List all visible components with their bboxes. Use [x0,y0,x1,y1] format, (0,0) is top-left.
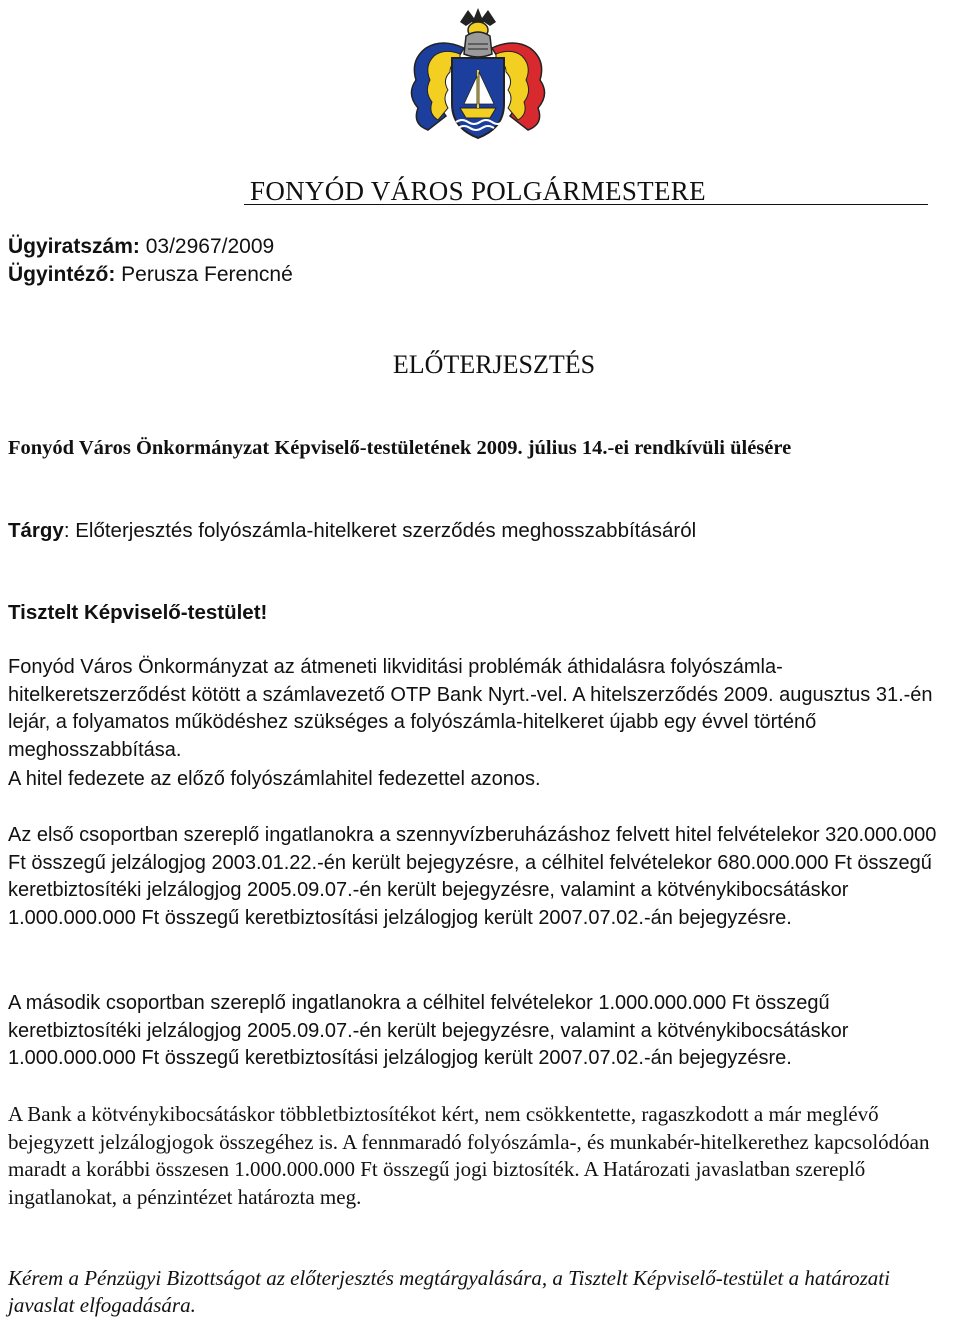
mayor-title: FONYÓD VÁROS POLGÁRMESTERE [250,176,706,206]
title-divider [244,204,928,205]
paragraph: A Bank a kötvénykibocsátáskor többletbiztosítékot kért, nem csökkentette, ragaszkodott a már meglévő bejegyzett jelzálogjogok összegéhez is. A fennmaradó folyószámla-, és munkabér-hitelkerethez kapcsolódóan maradt a korábbi összesen 1.000.000.000 Ft összegű jogi biztosíték. A Határozati javaslatban szereplő ingatlanokat, a pénzintézet határozta meg. [8,1102,930,1209]
administrator-value: Perusza Ferencné [115,263,293,286]
session-line: Fonyód Város Önkormányzat Képviselő-testületének 2009. július 14.-ei rendkívüli ülésére [8,437,792,459]
coat-of-arms [402,8,554,146]
file-number-label: Ügyiratszám: [8,235,140,258]
administrator-label: Ügyintéző: [8,263,116,286]
paragraph: Az első csoportban szereplő ingatlanokra a szennyvízberuházáshoz felvett hitel felvételekor 320.000.000 Ft összegű jelzálogjog 2003.01.22.-én került bejegyzésre, a célhitel felvételekor 680.000.000 Ft összegű keretbiztosítéki jelzálogjog 2005.09.07.-én került bejegyzésre, valamint a kötvénykibocsátáskor 1.000.000.000 Ft összegű keretbiztosítási jelzálogjog került 2007.07.02.-án bejegyzésre. [8,824,937,929]
subject-text: : Előterjesztés folyószámla-hitelkeret szerződés meghosszabbításáról [63,519,697,542]
closing-request: Kérem a Pénzügyi Bizottságot az előterjesztés megtárgyalására, a Tisztelt Képviselő-testület a határozati javaslat elfogadására. [8,1266,890,1317]
subject-label: Tárgy [8,519,64,542]
subject-line [8,519,696,543]
file-number-line [8,233,293,261]
paragraph: A hitel fedezete az előző folyószámlahitel fedezettel azonos. [8,768,541,790]
administrator-line [8,261,293,289]
document-heading: ELŐTERJESZTÉS [392,350,596,379]
file-info [8,233,293,289]
paragraph: A második csoportban szereplő ingatlanokra a célhitel felvételekor 1.000.000.000 Ft összegű keretbiztosítéki jelzálogjog 2005.09.07.-én került bejegyzésre, valamint a kötvénykibocsátáskor 1.000.000.000 Ft összegű keretbiztosítási jelzálogjog került 2007.07.02.-án bejegyzésre. [8,992,849,1069]
salutation: Tisztelt Képviselő-testület! [8,601,268,624]
file-number-value: 03/2967/2009 [139,235,275,258]
paragraph: Fonyód Város Önkormányzat az átmeneti likviditási problémák áthidalásra folyószámla-hitelkeretszerződést kötött a számlavezető OTP Bank Nyrt.-vel. A hitelszerződés 2009. augusztus 31.-én lejár, a folyamatos működéshez szükséges a folyószámla-hitelkeret újabb egy évvel történő meghosszabbítása. [8,656,933,761]
